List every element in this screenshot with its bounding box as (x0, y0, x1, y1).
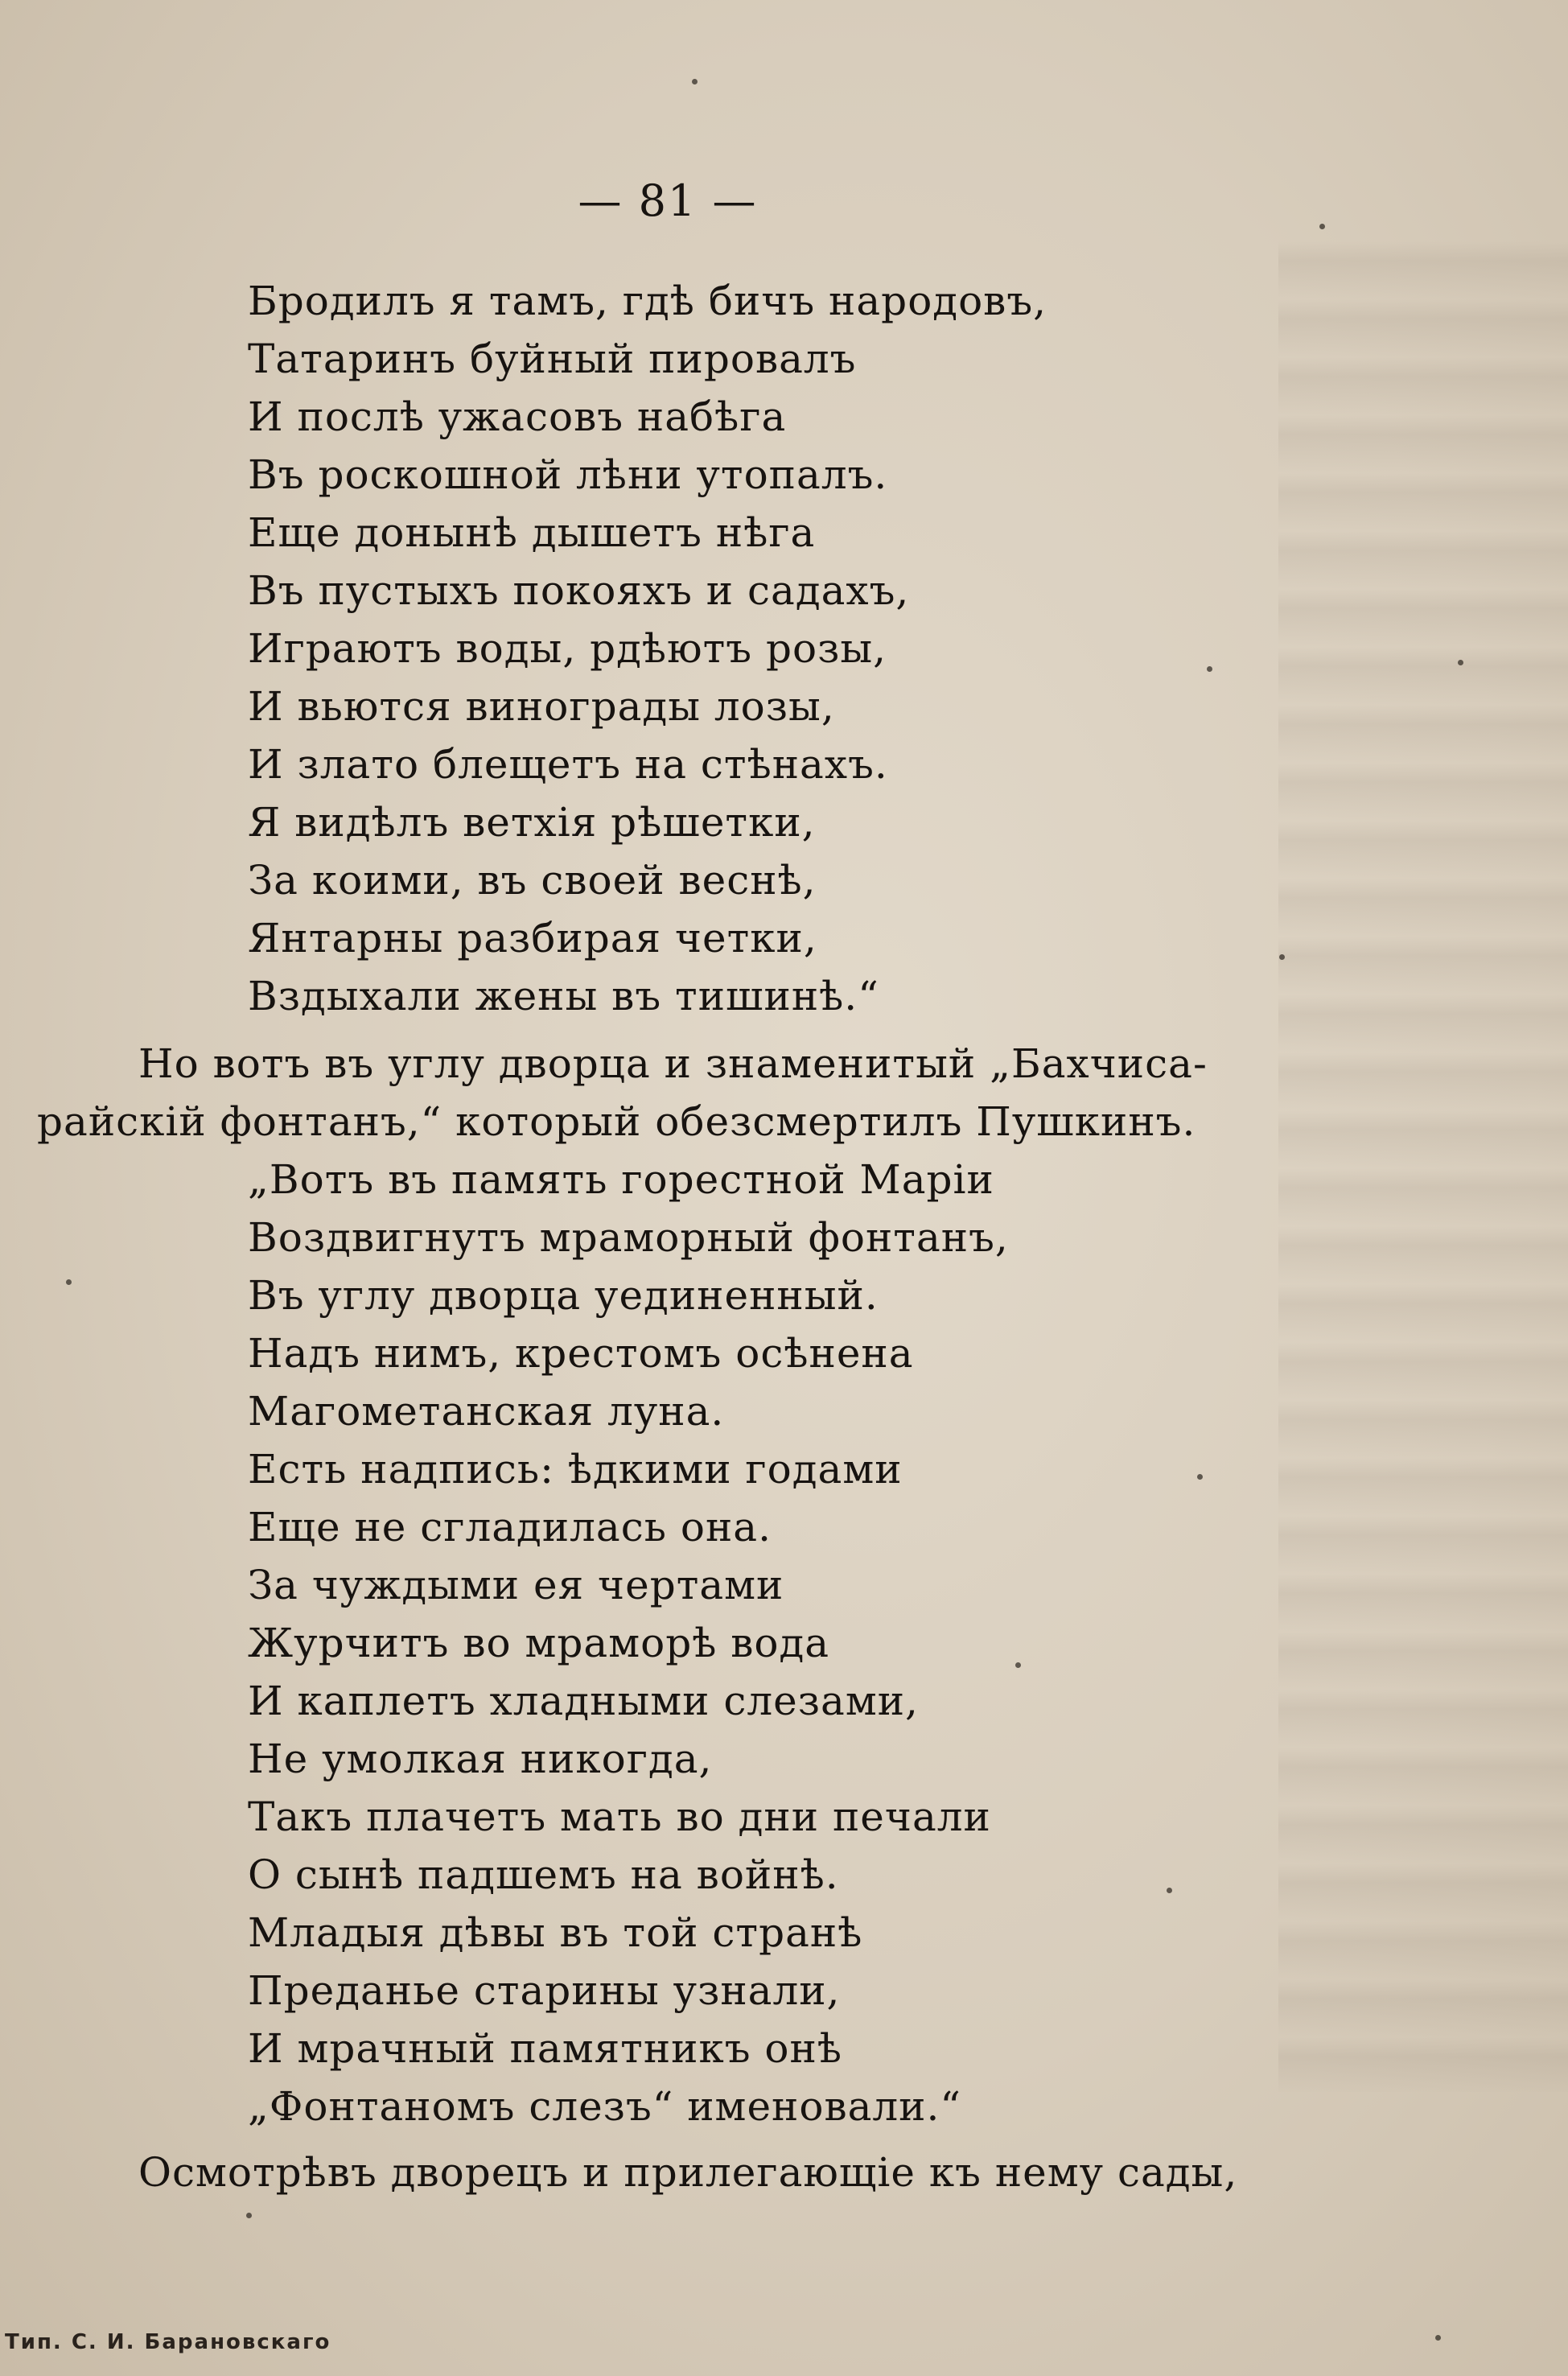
text-line: Въ роскошной лѣни утопалъ. (248, 451, 888, 498)
text-line: И вьются винограды лозы, (248, 683, 835, 730)
print-speck (1458, 660, 1463, 665)
text-line: Такъ плачетъ мать во дни печали (248, 1793, 991, 1840)
print-speck (1167, 1888, 1172, 1893)
text-line: Татаринъ буйный пировалъ (248, 336, 857, 382)
text-line: Надъ нимъ, крестомъ осѣнена (248, 1330, 914, 1377)
text-line: „Фонтаномъ слезъ“ именовали.“ (248, 2083, 961, 2130)
text-line: Бродилъ я тамъ, гдѣ бичъ народовъ, (248, 278, 1047, 324)
text-line: И послѣ ужасовъ набѣга (248, 393, 787, 440)
prose-line: райскій фонтанъ,“ который обезсмертилъ Пушкинъ. (37, 1098, 1196, 1145)
print-speck (1279, 954, 1285, 960)
text-line: Въ углу дворца уединенный. (248, 1272, 879, 1319)
text-line: Есть надпись: ѣдкими годами (248, 1446, 903, 1493)
text-line: Вздыхали жены въ тишинѣ.“ (248, 973, 879, 1019)
text-line: Журчитъ во мраморѣ вода (248, 1620, 830, 1666)
text-line: За коими, въ своей веснѣ, (248, 857, 817, 904)
text-line: И злато блещетъ на стѣнахъ. (248, 741, 888, 788)
text-line: Еще донынѣ дышетъ нѣга (248, 509, 816, 556)
print-speck (1197, 1474, 1203, 1480)
text-line: Въ пустыхъ покояхъ и садахъ, (248, 567, 910, 614)
prose-line: Осмотрѣвъ дворецъ и прилегающіе къ нему сады, (138, 2149, 1238, 2196)
print-speck (66, 1279, 72, 1285)
text-line: Воздвигнутъ мраморный фонтанъ, (248, 1214, 1009, 1261)
print-speck (1319, 224, 1325, 229)
text-line: Янтарны разбирая четки, (248, 915, 817, 962)
printer-imprint: Тип. С. И. Барановскаго (5, 2330, 331, 2354)
print-speck (1015, 1662, 1021, 1668)
text-line: Еще не сгладилась она. (248, 1504, 772, 1550)
text-line: „Вотъ въ память горестной Маріи (248, 1156, 994, 1203)
text-line: И каплетъ хладными слезами, (248, 1678, 919, 1724)
print-speck (1207, 666, 1212, 672)
print-speck (246, 2213, 252, 2218)
print-speck (692, 79, 698, 84)
print-speck (1435, 2335, 1441, 2341)
text-line: Младыя дѣвы въ той странѣ (248, 1909, 863, 1956)
text-line: Магометанская луна. (248, 1388, 725, 1435)
show-through-texture (1278, 241, 1568, 2092)
text-line: И мрачный памятникъ онѣ (248, 2025, 843, 2072)
prose-line: Но вотъ въ углу дворца и знаменитый „Бахчиса- (138, 1040, 1208, 1087)
text-line: Играютъ воды, рдѣютъ розы, (248, 625, 887, 672)
page-number: — 81 — (578, 175, 758, 226)
text-line: Преданье старины узнали, (248, 1967, 841, 2014)
text-line: За чуждыми ея чертами (248, 1562, 784, 1608)
text-line: Не умолкая никогда, (248, 1736, 713, 1782)
text-line: Я видѣлъ ветхія рѣшетки, (248, 799, 816, 846)
text-line: О сынѣ падшемъ на войнѣ. (248, 1851, 839, 1898)
